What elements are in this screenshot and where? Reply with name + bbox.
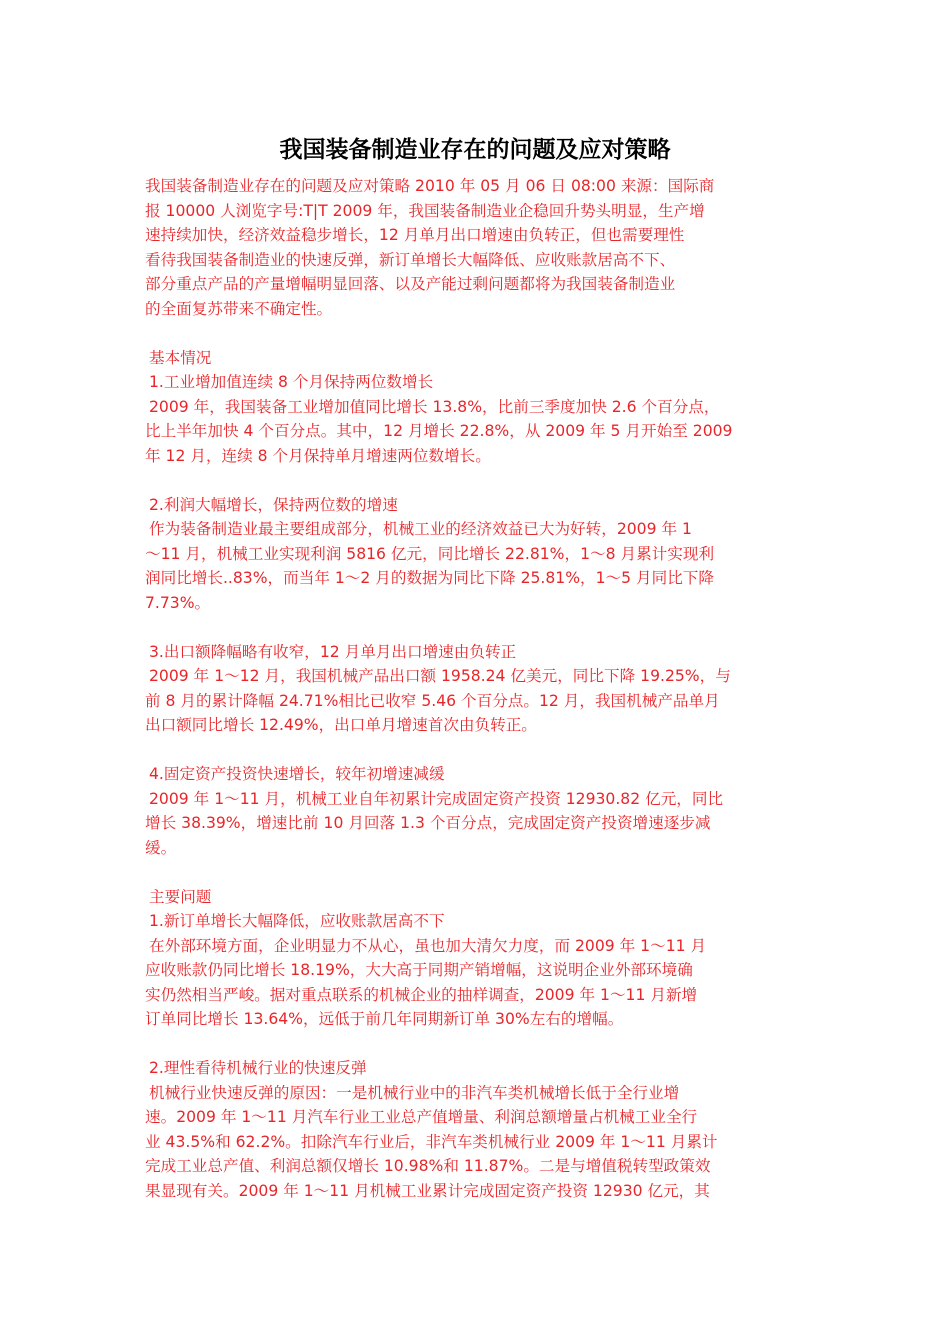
paragraph-line: 增长 38.39%，增速比前 10 月回落 1.3 个百分点，完成固定资产投资增速逐步减: [145, 814, 711, 832]
section-problems: [145, 885, 825, 1204]
paragraph-line: 比上半年加快 4 个百分点。其中，12 月增长 22.8%，从 2009 年 5 月开始至 2009: [145, 422, 733, 440]
paragraph-line: 润同比增长..83%，而当年 1～2 月的数据为同比下降 25.81%，1～5 月同比下降: [145, 569, 714, 587]
paragraph-line: 缓。: [145, 838, 177, 857]
paragraph-line: 作为装备制造业最主要组成部分，机械工业的经济效益已大为好转，2009 年 1: [149, 520, 692, 538]
paragraph-line: 7.73%。: [145, 593, 211, 612]
paragraph-line: 2009 年，我国装备工业增加值同比增长 13.8%，比前三季度加快 2.6 个百分点，: [149, 397, 720, 416]
subsection-title: 2.利润大幅增长，保持两位数的增速: [149, 495, 398, 514]
paragraph-line: 果显现有关。2009 年 1～11 月机械工业累计完成固定资产投资 12930 亿元，其: [145, 1181, 710, 1200]
intro-line: 部分重点产品的产量增幅明显回落、以及产能过剩问题都将为我国装备制造业: [145, 275, 676, 293]
section-heading: 基本情况: [149, 348, 212, 367]
subsection-title: 2.理性看待机械行业的快速反弹: [149, 1059, 367, 1077]
paragraph-line: 2009 年 1～11 月，机械工业自年初累计完成固定资产投资 12930.82 亿元，同比: [149, 789, 724, 808]
paragraph-line: 速。2009 年 1～11 月汽车行业工业总产值增量、利润总额增量占机械工业全行: [145, 1108, 698, 1126]
intro-line: 报 10000 人浏览字号:T|T 2009 年，我国装备制造业企稳回升势头明显，生产增: [145, 201, 705, 220]
paragraph-line: 在外部环境方面，企业明显力不从心，虽也加大清欠力度，而 2009 年 1～11 月: [149, 936, 707, 955]
intro-paragraph: [145, 174, 825, 321]
document-body: [145, 174, 825, 1203]
subsection-title: 1.新订单增长大幅降低，应收账款居高不下: [149, 912, 445, 930]
intro-line: 的全面复苏带来不确定性。: [145, 299, 333, 318]
paragraph-line: 前 8 月的累计降幅 24.71%相比已收窄 5.46 个百分点。12 月，我国机械产品单月: [145, 691, 720, 710]
section-basic: [145, 346, 825, 861]
document-title: 我国装备制造业存在的问题及应对策略: [279, 136, 671, 163]
paragraph-line: 出口额同比增长 12.49%，出口单月增速首次由负转正。: [145, 716, 537, 734]
paragraph-line: 2009 年 1～12 月，我国机械产品出口额 1958.24 亿美元，同比下降 19.25%，与: [149, 667, 731, 685]
paragraph-line: 完成工业总产值、利润总额仅增长 10.98%和 11.87%。二是与增值税转型政策效: [145, 1157, 711, 1175]
paragraph-line: 应收账款仍同比增长 18.19%，大大高于同期产销增幅，这说明企业外部环境确: [145, 961, 693, 979]
paragraph-line: 年 12 月，连续 8 个月保持单月增速两位数增长。: [145, 446, 491, 465]
paragraph-line: ～11 月，机械工业实现利润 5816 亿元，同比增长 22.81%，1～8 月累计实现利: [145, 544, 715, 563]
section-heading: 主要问题: [149, 887, 212, 906]
subsection-title: 4.固定资产投资快速增长，较年初增速减缓: [149, 765, 445, 783]
paragraph-line: 订单同比增长 13.64%，远低于前几年同期新订单 30%左右的增幅。: [145, 1010, 624, 1028]
intro-line: 速持续加快，经济效益稳步增长，12 月单月出口增速由负转正，但也需要理性: [145, 226, 685, 244]
intro-line: 看待我国装备制造业的快速反弹，新订单增长大幅降低、应收账款居高不下、: [145, 250, 676, 269]
intro-line: 我国装备制造业存在的问题及应对策略 2010 年 05 月 06 日 08:00 来源：国际商: [145, 177, 715, 195]
paragraph-line: 机械行业快速反弹的原因：一是机械行业中的非汽车类机械增长低于全行业增: [149, 1083, 680, 1102]
paragraph-line: 实仍然相当严峻。据对重点联系的机械企业的抽样调查，2009 年 1～11 月新增: [145, 985, 698, 1004]
paragraph-line: 业 43.5%和 62.2%。扣除汽车行业后，非汽车类机械行业 2009 年 1～11 月累计: [145, 1132, 718, 1151]
subsection-title: 1.工业增加值连续 8 个月保持两位数增长: [149, 373, 434, 391]
subsection-title: 3.出口额降幅略有收窄，12 月单月出口增速由负转正: [149, 642, 517, 661]
